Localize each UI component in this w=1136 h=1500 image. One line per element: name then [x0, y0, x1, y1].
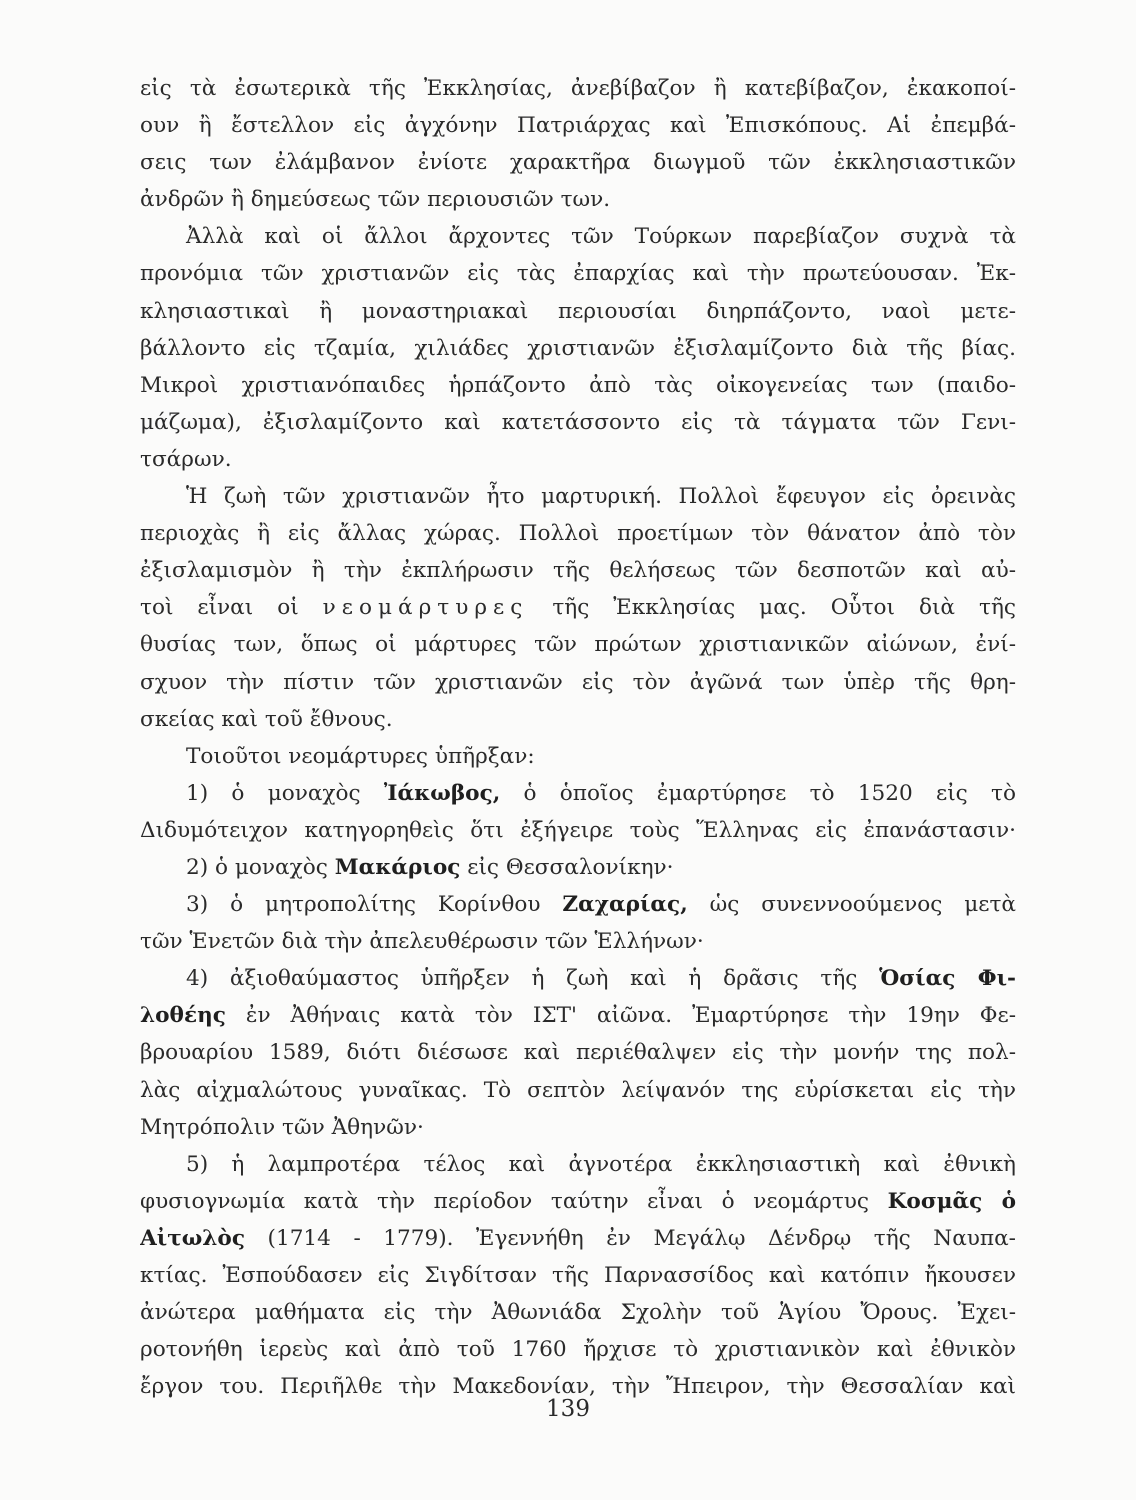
text-line: κλησιαστικαὶ ἢ μοναστηριακαὶ περιουσίαι διηρπάζοντο, ναοὶ μετε-: [140, 298, 1016, 324]
text-line: [140, 1220, 1016, 1257]
text-segment: τῆς Ἐκκλησίας μας. Οὗτοι διὰ τῆς: [552, 595, 1016, 621]
text-line: τσάρων.: [140, 446, 232, 472]
paragraph-start-line: Ἀλλὰ καὶ οἱ ἄλλοι ἄρχοντες τῶν Τούρκων παρεβίαζον συχνὰ τὰ: [186, 224, 1016, 250]
text-line: ἀνώτερα μαθήματα εἰς τὴν Ἀθωνιάδα Σχολὴν τοῦ Ἁγίου Ὄρους. Ἐχει-: [140, 1300, 1016, 1326]
text-segment: 1) ὁ μοναχὸς: [186, 780, 361, 806]
text-line: περιοχὰς ἢ εἰς ἄλλας χώρας. Πολλοὶ προετίμων τὸν θάνατον ἀπὸ τὸν: [140, 521, 1016, 547]
text-line: [140, 997, 1016, 1034]
text-line: προνόμια τῶν χριστιανῶν εἰς τὰς ἐπαρχίας καὶ τὴν πρωτεύουσαν. Ἐκ-: [140, 261, 1016, 287]
text-line: Μητρόπολιν τῶν Ἀθηνῶν·: [140, 1114, 424, 1140]
text-line: Μικροὶ χριστιανόπαιδες ἡρπάζοντο ἀπὸ τὰς οἰκογενείας των (παιδο-: [140, 372, 1016, 398]
list-item-3: [140, 886, 1016, 923]
list-intro-line: Τοιοῦτοι νεομάρτυρες ὑπῆρξαν:: [186, 743, 535, 769]
text-segment: 4) ἀξιοθαύμαστος ὑπῆρξεν ἡ ζωὴ καὶ ἡ δρᾶσις τῆς: [186, 966, 858, 992]
text-line: ἀνδρῶν ἢ δημεύσεως τῶν περιουσιῶν των.: [140, 187, 611, 213]
text-segment: φυσιογνωμία κατὰ τὴν περίοδον ταύτην εἶναι ὁ νεομάρτυς: [140, 1188, 870, 1214]
text-line: θυσίας των, ὅπως οἱ μάρτυρες τῶν πρώτων χριστιανικῶν αἰώνων, ἐνί-: [140, 632, 1016, 658]
text-segment: 2) ὁ μοναχὸς: [186, 854, 328, 880]
name-osia-filothei: Ὁσίας Φι-: [879, 966, 1016, 992]
text-line: τῶν Ἑνετῶν διὰ τὴν ἀπελευθέρωσιν τῶν Ἑλλήνων·: [140, 929, 704, 955]
paragraph-start-line: Ἡ ζωὴ τῶν χριστιανῶν ἦτο μαρτυρική. Πολλοὶ ἔφευγον εἰς ὀρεινὰς: [186, 484, 1016, 510]
text-line: ουν ἢ ἔστελλον εἰς ἀγχόνην Πατριάρχας καὶ Ἐπισκόπους. Αἱ ἐπεμβά-: [140, 113, 1016, 139]
text-segment: ὁ ὁποῖος ἐμαρτύρησε τὸ 1520 εἰς τὸ: [523, 780, 1016, 806]
list-item-2: [140, 849, 1016, 886]
text-segment: εἰς Θεσσαλονίκην·: [467, 854, 674, 880]
text-segment: 3) ὁ μητροπολίτης Κορίνθου: [186, 892, 541, 918]
text-line: μάζωμα), ἐξισλαμίζοντο καὶ κατετάσσοντο εἰς τὰ τάγματα τῶν Γενι-: [140, 409, 1016, 435]
list-item-5: 5) ἡ λαμπροτέρα τέλος καὶ ἀγνοτέρα ἐκκλησιαστικὴ καὶ ἐθνικὴ: [186, 1151, 1016, 1177]
text-line: βάλλοντο εἰς τζαμία, χιλιάδες χριστιανῶν ἐξισλαμίζοντο διὰ τῆς βίας.: [140, 335, 1016, 361]
text-line: εἰς τὰ ἐσωτερικὰ τῆς Ἐκκλησίας, ἀνεβίβαζον ἢ κατεβίβαζον, ἐκακοποί-: [140, 76, 1016, 101]
text-line: σεις των ἐλάμβανον ἐνίοτε χαρακτῆρα διωγμοῦ τῶν ἐκκλησιαστικῶν: [140, 150, 1016, 176]
body-text: [140, 70, 1016, 1405]
text-line: σχυον τὴν πίστιν τῶν χριστιανῶν εἰς τὸν ἀγῶνά των ὑπὲρ τῆς θρη-: [140, 669, 1016, 695]
text-line: ἔργον του. Περιῆλθε τὴν Μακεδονίαν, τὴν Ἤπειρον, τὴν Θεσσαλίαν καὶ: [140, 1374, 1016, 1400]
text-line: [140, 589, 1016, 626]
text-segment: (1714 - 1779). Ἐγεννήθη ἐν Μεγάλῳ Δένδρῳ τῆς Ναυπα-: [267, 1225, 1016, 1251]
text-line: ἐξισλαμισμὸν ἢ τὴν ἐκπλήρωσιν τῆς θελήσεως τῶν δεσποτῶν καὶ αὐ-: [140, 558, 1016, 584]
text-line: βρουαρίου 1589, διότι διέσωσε καὶ περιέθαλψεν εἰς τὴν μονήν της πολ-: [140, 1040, 1016, 1066]
name-osia-filothei-cont: λοθέης: [140, 1003, 226, 1029]
name-zacharias: Ζαχαρίας,: [562, 892, 688, 918]
page-number: 139: [546, 1396, 590, 1422]
list-item-4: [140, 960, 1016, 997]
text-line: [140, 1183, 1016, 1220]
name-kosmas-cont: Αἰτωλὸς: [140, 1225, 245, 1251]
text-line: Διδυμότειχον κατηγορηθεὶς ὅτι ἐξήγειρε τοὺς Ἕλληνας εἰς ἐπανάστασιν·: [140, 817, 1016, 843]
text-segment: ὡς συνεννοούμενος μετὰ: [709, 892, 1016, 918]
text-segment: ἐν Ἀθήναις κατὰ τὸν ΙΣΤ' αἰῶνα. Ἐμαρτύρησε τὴν 19ην Φε-: [245, 1003, 1016, 1029]
name-kosmas: Κοσμᾶς ὁ: [887, 1188, 1016, 1214]
text-segment: τοὶ εἶναι οἱ: [140, 595, 299, 621]
name-iakovos: Ἰάκωβος,: [383, 780, 501, 806]
text-line: ροτονήθη ἱερεὺς καὶ ἀπὸ τοῦ 1760 ἤρχισε τὸ χριστιανικὸν καὶ ἐθνικὸν: [140, 1337, 1016, 1363]
text-line: σκείας καὶ τοῦ ἔθνους.: [140, 706, 393, 732]
name-makarios: Μακάριος: [334, 854, 461, 880]
text-line: κτίας. Ἐσπούδασεν εἰς Σιγδίτσαν τῆς Παρνασσίδος καὶ κατόπιν ἤκουσεν: [140, 1263, 1016, 1288]
spaced-term-neomartyres: νεομάρτυρες: [322, 595, 529, 621]
text-line: λὰς αἰχμαλώτους γυναῖκας. Τὸ σεπτὸν λείψανόν της εὑρίσκεται εἰς τὴν: [140, 1077, 1016, 1103]
list-item-1: [140, 775, 1016, 812]
